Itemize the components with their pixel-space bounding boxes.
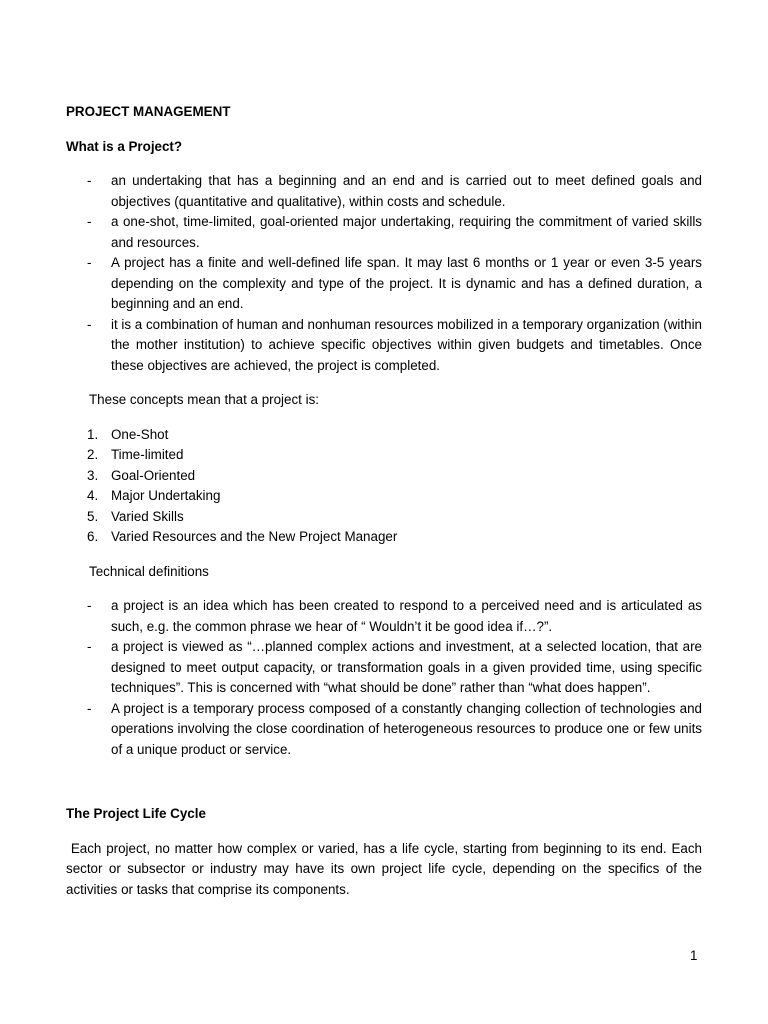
concept-text: Major Undertaking — [111, 488, 221, 503]
document-title: PROJECT MANAGEMENT — [66, 104, 231, 119]
concept-item — [66, 425, 702, 446]
list-item — [66, 699, 702, 761]
concept-text: Time-limited — [111, 447, 184, 462]
list-item-text: a project is an idea which has been created to respond to a perceived need and is articulated as such, e.g. the common phrase we hear of “ Wouldn’t it be good idea if…?”. — [111, 598, 702, 634]
concept-number: 5. — [87, 508, 99, 524]
list-item-text: a one-shot, time-limited, goal-oriented major undertaking, requiring the commitment of varied skills and resources. — [111, 214, 702, 250]
page-number: 1 — [690, 948, 698, 963]
concepts-intro: These concepts mean that a project is: — [89, 392, 319, 407]
dash-bullet: - — [87, 255, 92, 270]
dash-bullet: - — [87, 598, 92, 613]
list-item-text: A project is a temporary process composed of a constantly changing collection of technologies and operations involving the close coordination of heterogeneous resources to produce one or few units of a unique product or service. — [111, 700, 702, 757]
concept-text: Goal-Oriented — [111, 467, 196, 483]
dash-bullet: - — [87, 316, 92, 332]
concept-number: 6. — [87, 529, 99, 544]
list-item-text: it is a combination of human and nonhuman resources mobilized in a temporary organization (within the mother institution) to achieve specific objectives within given budgets and timetables. Once these objectives are achieved, the project is completed. — [111, 316, 702, 373]
concept-text: Varied Skills — [111, 508, 184, 524]
concept-number: 4. — [87, 488, 99, 503]
concept-number: 3. — [87, 467, 99, 483]
concept-item — [66, 445, 702, 466]
concept-item — [66, 527, 702, 548]
dash-bullet: - — [87, 214, 92, 229]
dash-bullet: - — [87, 700, 92, 716]
section-heading-what-is-a-project: What is a Project? — [66, 138, 183, 154]
list-item — [66, 637, 702, 699]
concept-number: 2. — [87, 447, 99, 462]
dash-bullet: - — [87, 173, 92, 188]
list-item-text: A project has a finite and well-defined life span. It may last 6 months or 1 year or even 3-5 years depending on the complexity and type of the project. It is dynamic and has a defined duration, a beginning and an end. — [111, 255, 702, 311]
concept-number: 1. — [87, 426, 99, 442]
technical-definitions-intro: Technical definitions — [89, 563, 209, 579]
dash-bullet: - — [87, 639, 92, 654]
list-item — [66, 212, 702, 253]
concept-item — [66, 466, 702, 487]
list-item-text: an undertaking that has a beginning and an end and is carried out to meet defined goals and objectives (quantitative and qualitative), within costs and schedule. — [111, 173, 702, 209]
document-page — [66, 102, 702, 900]
list-item — [66, 171, 702, 212]
section-heading-project-life-cycle: The Project Life Cycle — [66, 806, 206, 821]
concept-text: One-Shot — [111, 426, 169, 442]
concept-text: Varied Resources and the New Project Manager — [111, 529, 398, 544]
technical-definitions-list — [66, 596, 702, 760]
list-item — [66, 253, 702, 315]
concept-item — [66, 486, 702, 507]
concept-item — [66, 507, 702, 528]
list-item-text: a project is viewed as “…planned complex actions and investment, at a selected location, that are designed to meet output capacity, or transformation goals in a given provided time, using specific techniques”. This is concerned with “what should be done” rather than “what does happen”. — [111, 639, 702, 695]
definition-list — [66, 171, 702, 376]
list-item — [66, 315, 702, 377]
list-item — [66, 596, 702, 637]
concepts-list — [66, 425, 702, 548]
life-cycle-paragraph: Each project, no matter how complex or varied, has a life cycle, starting from beginning to its end. Each sector or subsector or industry may have its own project life cycle, depending on the specifics of the activities or tasks that comprise its components. — [66, 840, 702, 897]
